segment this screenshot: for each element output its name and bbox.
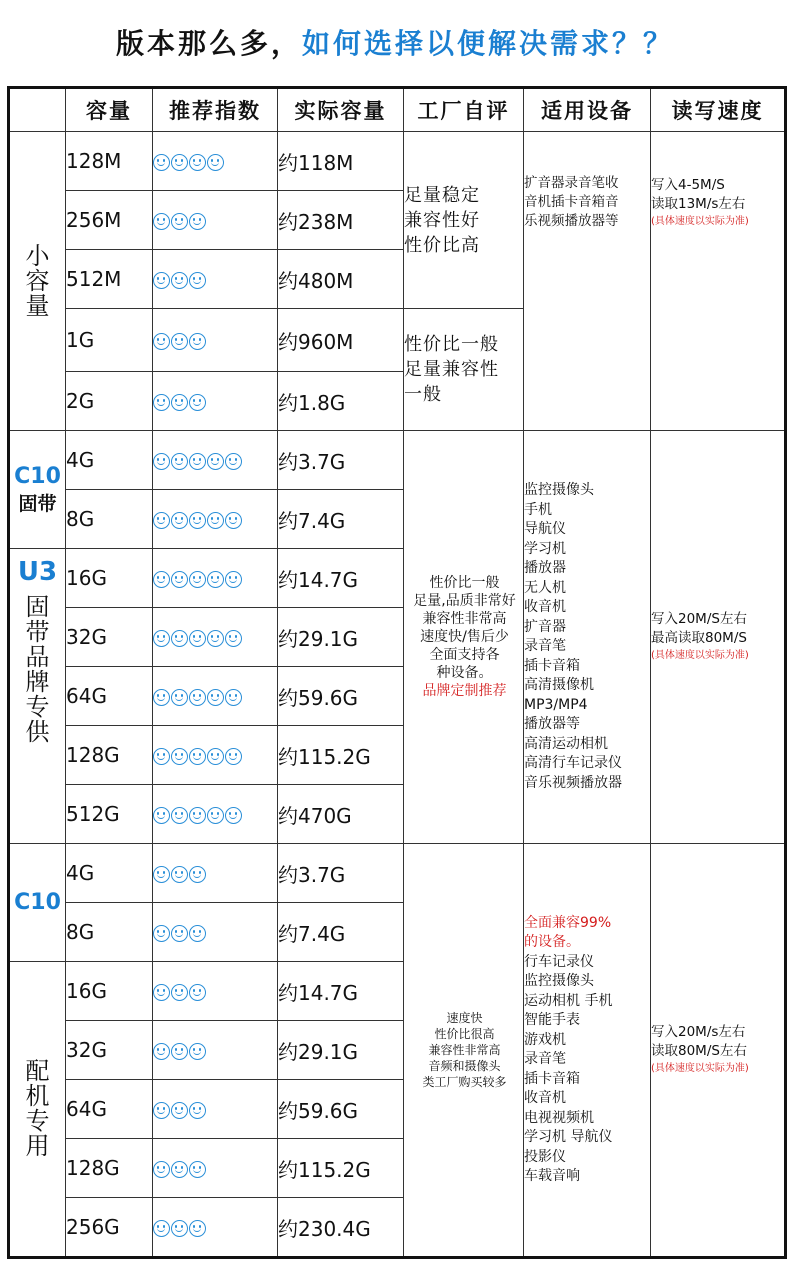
text-line: 乐视频播放器等 <box>524 213 619 229</box>
text-line: 性价比高 <box>404 234 480 256</box>
label-char: 品 <box>25 643 50 671</box>
rating-cell <box>153 844 278 903</box>
real-capacity-cell: 约7.4G <box>278 903 404 962</box>
rating-cell <box>153 667 278 726</box>
smiley-icon <box>153 925 170 942</box>
devices-list <box>524 174 650 231</box>
text-line: 足量稳定 <box>404 184 480 206</box>
text-line: 音乐视频播放器 <box>524 774 622 791</box>
label-char: 小 <box>25 241 50 270</box>
smiley-icon <box>153 866 170 883</box>
text-line: 插卡音箱 <box>524 1070 580 1087</box>
text-line: 最高读取80M/S <box>651 630 747 646</box>
real-capacity-cell: 约3.7G <box>278 431 404 490</box>
smiley-icon <box>207 154 224 171</box>
text-line: 电视视频机 <box>524 1109 594 1126</box>
table-row <box>9 844 786 903</box>
capacity-cell: 8G <box>66 490 153 549</box>
rating-cell <box>153 309 278 372</box>
smiley-icon <box>207 748 224 765</box>
text-line: 学习机 <box>524 540 566 557</box>
rating-cell <box>153 1080 278 1139</box>
group-c10-fixed <box>9 431 66 549</box>
label-char: 固 <box>25 593 50 621</box>
smiley-icon <box>225 571 242 588</box>
rating-cell <box>153 962 278 1021</box>
title-part1: 版本那么多， <box>115 27 302 60</box>
label-char: 机 <box>25 1082 50 1110</box>
devices-cell <box>524 431 651 844</box>
capacity-cell: 512M <box>66 250 153 309</box>
smiley-icon <box>189 925 206 942</box>
text-line: 收音机 <box>524 1090 566 1106</box>
smiley-icon <box>189 394 206 411</box>
group-c10 <box>9 844 66 962</box>
smiley-icon <box>225 512 242 529</box>
text-line: 性价比很高 <box>434 1027 495 1041</box>
text-line: 游戏机 <box>524 1031 566 1048</box>
group-machine <box>9 962 66 1258</box>
smiley-icon <box>207 571 224 588</box>
spec-table <box>7 86 787 1259</box>
text-line: 导航仪 <box>524 521 566 537</box>
smiley-icon <box>171 154 188 171</box>
smiley-icon <box>171 571 188 588</box>
smiley-icon <box>189 984 206 1001</box>
smiley-icon <box>171 213 188 230</box>
rating-cell <box>153 1198 278 1258</box>
eval-text <box>404 332 523 407</box>
text-line: 播放器 <box>524 560 566 576</box>
eval-text <box>406 1010 523 1090</box>
smiley-icon <box>153 394 170 411</box>
smiley-icon <box>189 1043 206 1060</box>
header-rating: 推荐指数 <box>153 88 278 132</box>
text-line: 写入20M/S左右 <box>651 611 747 627</box>
text-line: 监控摄像头 <box>524 973 594 989</box>
smiley-icon <box>189 748 206 765</box>
smiley-icon <box>153 630 170 647</box>
text-line: 车载音响 <box>524 1168 580 1184</box>
group-label-c10: C10 <box>14 463 61 489</box>
rating-cell <box>153 549 278 608</box>
smiley-icon <box>207 512 224 529</box>
rating-cell <box>153 903 278 962</box>
header-evaluation: 工厂自评 <box>404 88 524 132</box>
text-line: 行车记录仪 <box>524 953 594 970</box>
speed-cell <box>651 431 786 844</box>
smiley-icon <box>207 630 224 647</box>
group-label-machine <box>10 1059 65 1159</box>
smiley-icon <box>153 154 170 171</box>
real-capacity-cell: 约470G <box>278 785 404 844</box>
text-line: 一般 <box>404 384 442 405</box>
text-line: 扩音器 <box>524 618 566 635</box>
smiley-icon <box>153 1161 170 1178</box>
smiley-icon <box>189 1161 206 1178</box>
smiley-icon <box>171 1102 188 1119</box>
smiley-icon <box>189 689 206 706</box>
speed-text <box>651 1023 784 1061</box>
smiley-icon <box>189 213 206 230</box>
header-speed: 读写速度 <box>651 88 786 132</box>
table-row <box>9 132 786 191</box>
text-line: 读取80M/S左右 <box>651 1043 747 1059</box>
smiley-icon <box>171 1161 188 1178</box>
smiley-icon <box>171 866 188 883</box>
real-capacity-cell: 约115.2G <box>278 726 404 785</box>
text-line: 手机 <box>524 501 552 518</box>
text-line: 性价比一般 <box>429 575 500 591</box>
real-capacity-cell: 约480M <box>278 250 404 309</box>
smiley-icon <box>153 272 170 289</box>
smiley-icon <box>171 630 188 647</box>
group-u3 <box>9 549 66 844</box>
text-line: 学习机 导航仪 <box>524 1129 613 1145</box>
capacity-cell: 256G <box>66 1198 153 1258</box>
text-line: 无人机 <box>524 579 566 596</box>
rating-cell <box>153 490 278 549</box>
capacity-cell: 64G <box>66 1080 153 1139</box>
table-row <box>9 431 786 490</box>
text-line: 投影仪 <box>524 1148 566 1165</box>
smiley-icon <box>225 807 242 824</box>
label-char: 牌 <box>25 668 50 696</box>
text-line: 高清行车记录仪 <box>524 755 622 771</box>
evaluation-cell <box>404 844 524 1258</box>
rating-cell <box>153 1139 278 1198</box>
smiley-icon <box>153 512 170 529</box>
text-line: 全面支持各 <box>429 647 500 663</box>
rating-cell <box>153 372 278 431</box>
capacity-cell: 8G <box>66 903 153 962</box>
devices-list <box>524 481 650 793</box>
text-line: 高清运动相机 <box>524 735 608 752</box>
text-line: 兼容性非常高 <box>422 611 507 627</box>
header-capacity: 容量 <box>66 88 153 132</box>
text-line: 足量,品质非常好 <box>413 593 516 609</box>
text-line: 智能手表 <box>524 1012 580 1028</box>
label-char: 量 <box>25 291 50 320</box>
capacity-cell: 512G <box>66 785 153 844</box>
smiley-icon <box>153 807 170 824</box>
rating-cell <box>153 431 278 490</box>
smiley-icon <box>171 807 188 824</box>
group-small-capacity <box>9 132 66 431</box>
text-line: 速度快/售后少 <box>420 629 509 645</box>
label-char: 供 <box>25 718 50 746</box>
real-capacity-cell: 约14.7G <box>278 549 404 608</box>
real-capacity-cell: 约3.7G <box>278 844 404 903</box>
smiley-icon <box>189 1102 206 1119</box>
smiley-icon <box>189 154 206 171</box>
evaluation-cell <box>404 309 524 431</box>
text-line: 音机插卡音箱音 <box>524 194 619 210</box>
text-line: 全面兼容99% <box>524 914 612 931</box>
eval-recommend: 品牌定制推荐 <box>422 683 507 699</box>
text-line: 足量兼容性 <box>404 359 499 380</box>
label-char: 配 <box>25 1057 50 1085</box>
real-capacity-cell: 约29.1G <box>278 1021 404 1080</box>
smiley-icon <box>153 748 170 765</box>
smiley-icon <box>225 453 242 470</box>
speed-cell <box>651 132 786 431</box>
real-capacity-cell: 约238M <box>278 191 404 250</box>
capacity-cell: 4G <box>66 431 153 490</box>
real-capacity-cell: 约59.6G <box>278 1080 404 1139</box>
text-line: 运动相机 手机 <box>524 992 613 1009</box>
speed-note: (具体速度以实际为准) <box>651 1063 749 1074</box>
text-line: 读取13M/s左右 <box>651 196 746 212</box>
smiley-icon <box>189 630 206 647</box>
text-line: 录音笔 <box>524 1051 566 1067</box>
smiley-icon <box>189 571 206 588</box>
real-capacity-cell: 约1.8G <box>278 372 404 431</box>
devices-compat <box>524 914 650 953</box>
smiley-icon <box>171 1220 188 1237</box>
smiley-icon <box>225 748 242 765</box>
smiley-icon <box>171 748 188 765</box>
smiley-icon <box>171 272 188 289</box>
text-line: 写入4-5M/S <box>651 177 725 193</box>
smiley-icon <box>207 453 224 470</box>
evaluation-cell <box>404 132 524 309</box>
title-part2: 如何选择以便解决需求？？ <box>302 27 675 60</box>
group-label-u3: U3 <box>17 557 58 587</box>
smiley-icon <box>153 1102 170 1119</box>
smiley-icon <box>153 213 170 230</box>
evaluation-cell <box>404 431 524 844</box>
speed-note: (具体速度以实际为准) <box>651 650 749 661</box>
smiley-icon <box>225 630 242 647</box>
text-line: 兼容性好 <box>404 209 480 231</box>
rating-cell <box>153 191 278 250</box>
capacity-cell: 128M <box>66 132 153 191</box>
capacity-cell: 16G <box>66 549 153 608</box>
capacity-cell: 2G <box>66 372 153 431</box>
smiley-icon <box>189 1220 206 1237</box>
smiley-icon <box>189 866 206 883</box>
smiley-icon <box>171 333 188 350</box>
text-line: 的设备。 <box>524 934 580 950</box>
real-capacity-cell: 约7.4G <box>278 490 404 549</box>
text-line: 插卡音箱 <box>524 657 580 674</box>
header-real-capacity: 实际容量 <box>278 88 404 132</box>
label-char: 用 <box>25 1132 50 1160</box>
smiley-icon <box>207 807 224 824</box>
smiley-icon <box>153 689 170 706</box>
text-line: 写入20M/s左右 <box>651 1024 746 1040</box>
text-line: 种设备。 <box>436 665 493 681</box>
page-title <box>0 22 790 62</box>
group-label-u3-brand <box>10 595 65 745</box>
smiley-icon <box>153 984 170 1001</box>
capacity-cell: 128G <box>66 1139 153 1198</box>
text-line: 扩音器录音笔收 <box>524 175 619 191</box>
capacity-cell: 16G <box>66 962 153 1021</box>
smiley-icon <box>153 333 170 350</box>
real-capacity-cell: 约118M <box>278 132 404 191</box>
header-row <box>9 88 786 132</box>
real-capacity-cell: 约29.1G <box>278 608 404 667</box>
smiley-icon <box>189 272 206 289</box>
real-capacity-cell: 约115.2G <box>278 1139 404 1198</box>
rating-cell <box>153 608 278 667</box>
text-line: 类工厂购买较多 <box>422 1075 507 1089</box>
smiley-icon <box>189 333 206 350</box>
speed-text <box>651 610 784 648</box>
rating-cell <box>153 132 278 191</box>
devices-list <box>524 953 650 1187</box>
rating-cell <box>153 250 278 309</box>
text-line: 收音机 <box>524 599 566 615</box>
smiley-icon <box>171 453 188 470</box>
real-capacity-cell: 约14.7G <box>278 962 404 1021</box>
smiley-icon <box>189 453 206 470</box>
real-capacity-cell: 约230.4G <box>278 1198 404 1258</box>
smiley-icon <box>171 512 188 529</box>
text-line: MP3/MP4 <box>524 696 588 713</box>
label-char: 专 <box>25 693 50 721</box>
group-label-small <box>10 241 65 320</box>
header-blank <box>9 88 66 132</box>
smiley-icon <box>153 453 170 470</box>
text-line: 播放器等 <box>524 716 580 732</box>
label-char: 带 <box>25 618 50 646</box>
label-char: 专 <box>25 1107 50 1135</box>
smiley-icon <box>171 984 188 1001</box>
text-line: 高清摄像机 <box>524 677 594 693</box>
rating-cell <box>153 1021 278 1080</box>
smiley-icon <box>189 807 206 824</box>
capacity-cell: 1G <box>66 309 153 372</box>
rating-cell <box>153 785 278 844</box>
smiley-icon <box>207 689 224 706</box>
speed-text <box>651 176 784 214</box>
capacity-cell: 32G <box>66 608 153 667</box>
capacity-cell: 128G <box>66 726 153 785</box>
smiley-icon <box>153 1220 170 1237</box>
smiley-icon <box>189 512 206 529</box>
text-line: 速度快 <box>446 1011 483 1025</box>
smiley-icon <box>153 571 170 588</box>
eval-text <box>406 574 523 682</box>
speed-cell <box>651 844 786 1258</box>
smiley-icon <box>171 1043 188 1060</box>
devices-cell <box>524 844 651 1258</box>
smiley-icon <box>153 1043 170 1060</box>
text-line: 音频和摄像头 <box>428 1059 501 1073</box>
text-line: 录音笔 <box>524 638 566 654</box>
rating-cell <box>153 726 278 785</box>
text-line: 监控摄像头 <box>524 482 594 498</box>
eval-text <box>404 183 523 258</box>
real-capacity-cell: 约59.6G <box>278 667 404 726</box>
text-line: 兼容性非常高 <box>428 1043 501 1057</box>
capacity-cell: 256M <box>66 191 153 250</box>
smiley-icon <box>171 394 188 411</box>
capacity-cell: 32G <box>66 1021 153 1080</box>
header-devices: 适用设备 <box>524 88 651 132</box>
capacity-cell: 64G <box>66 667 153 726</box>
smiley-icon <box>171 689 188 706</box>
group-label-fixed: 固带 <box>18 492 57 515</box>
smiley-icon <box>225 689 242 706</box>
devices-cell <box>524 132 651 431</box>
label-char: 容 <box>25 266 50 295</box>
capacity-cell: 4G <box>66 844 153 903</box>
group-label-c10-machine: C10 <box>14 890 61 915</box>
real-capacity-cell: 约960M <box>278 309 404 372</box>
smiley-icon <box>171 925 188 942</box>
text-line: 性价比一般 <box>404 334 499 355</box>
speed-note: (具体速度以实际为准) <box>651 216 749 227</box>
